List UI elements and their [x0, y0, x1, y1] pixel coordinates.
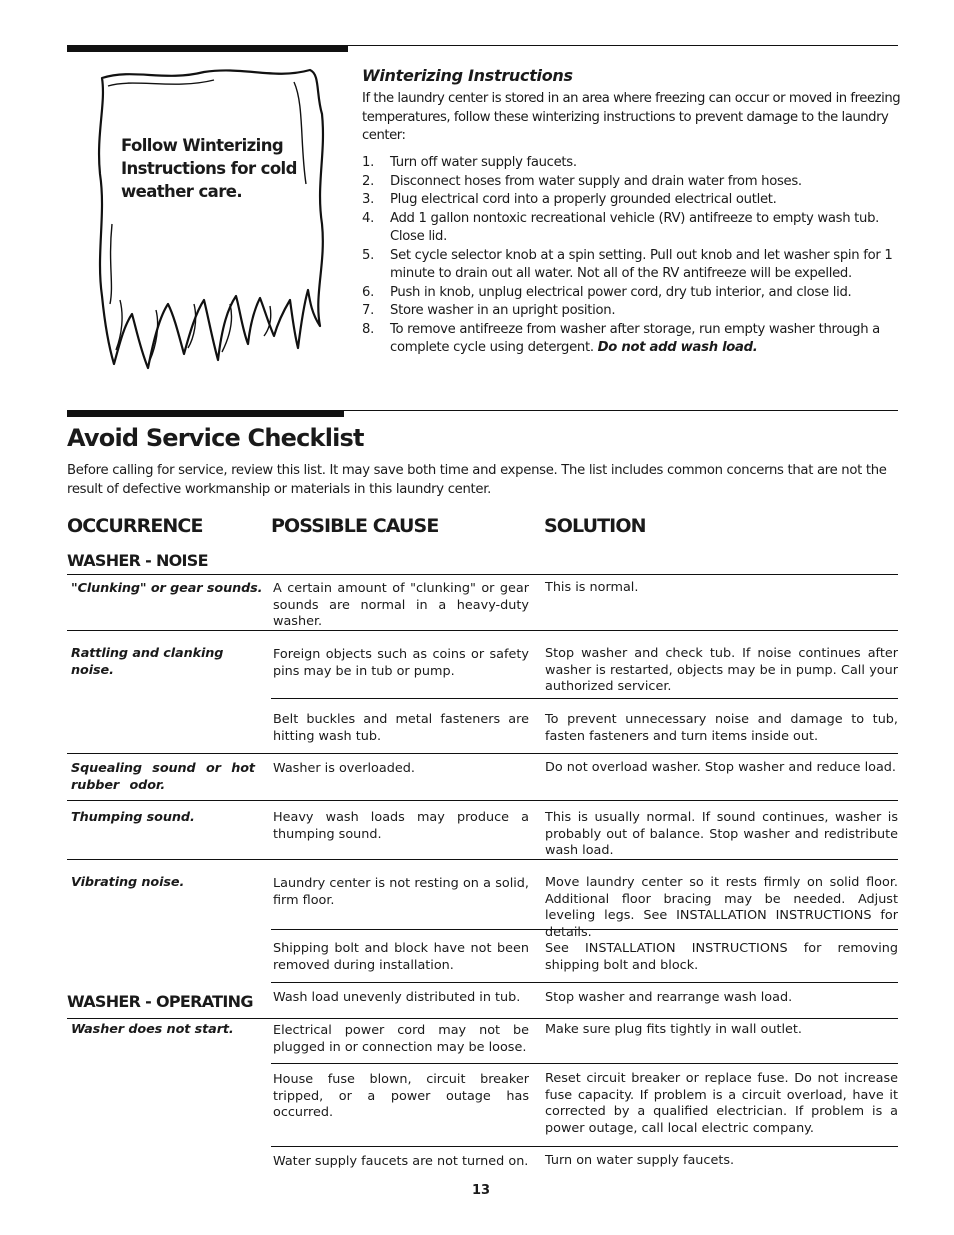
row-divider: [67, 800, 898, 801]
winterizing-step: 7. Store washer in an upright position.: [362, 303, 616, 318]
row-divider: [271, 1146, 898, 1147]
solution-cell: Do not overload washer. Stop washer and reduce load.: [545, 760, 896, 775]
page-heading: Avoid Service Checklist: [67, 424, 364, 452]
cause-cell: Foreign objects such as coins or safety pins may be in tub or pump.: [273, 647, 529, 679]
winterizing-title: Winterizing Instructions: [362, 66, 573, 85]
top-rule-thin: [67, 45, 898, 46]
solution-cell: Stop washer and check tub. If noise continues after washer is restarted, objects may be in pump. Call your authorized servicer.: [545, 646, 898, 694]
winterizing-step: 2. Disconnect hoses from water supply and drain water from hoses.: [362, 173, 802, 189]
winterizing-callout: Follow Winterizing Instructions for cold weather care.: [121, 136, 297, 201]
winterizing-steps: [362, 154, 902, 358]
row-divider: [67, 1018, 898, 1019]
checklist-intro: Before calling for service, review this list. It may save both time and expense. The list includes common concerns that are not the result of defective workmanship or materials in this laundry center.: [67, 463, 887, 497]
row-divider: [271, 982, 898, 983]
occurrence-cell: Rattling and clanking noise.: [71, 646, 224, 678]
cause-cell: A certain amount of "clunking" or gear sounds are normal in a heavy-duty washer.: [273, 581, 529, 629]
winterizing-step: 3. Plug electrical cord into a properly grounded electrical outlet.: [362, 192, 777, 207]
winterizing-step: 8. To remove antifreeze from washer after storage, run empty washer through a complete cycle using detergent. Do not add wash load.: [362, 321, 880, 355]
winterizing-step: 5. Set cycle selector knob at a spin setting. Pull out knob and let washer spin for 1 minute to drain out all water. Not all of the RV antifreeze will be expelled.: [362, 247, 893, 281]
cause-cell: Water supply faucets are not turned on.: [273, 1154, 529, 1169]
row-divider: [271, 1063, 898, 1064]
column-header-cause: POSSIBLE CAUSE: [271, 515, 439, 537]
cause-cell: House fuse blown, circuit breaker tripped, or a power outage has occurred.: [273, 1072, 529, 1120]
solution-cell: Make sure plug fits tightly in wall outlet.: [545, 1022, 802, 1037]
warning-emphasis: Do not add wash load.: [597, 340, 758, 355]
occurrence-cell: Squealing sound or hot rubber odor.: [71, 761, 255, 793]
occurrence-cell: "Clunking" or gear sounds.: [71, 581, 263, 596]
row-divider: [271, 698, 898, 699]
cause-cell: Electrical power cord may not be plugged in or connection may be loose.: [273, 1023, 529, 1055]
frozen-block-illustration: [94, 64, 326, 370]
top-rule-thick: [67, 45, 348, 52]
page-number: 13: [472, 1183, 491, 1198]
solution-cell: Move laundry center so it rests firmly on solid floor. Additional floor bracing may be needed. Adjust leveling legs. See INSTALLATION INSTRUCTIONS for details.: [545, 875, 898, 940]
cause-cell: Washer is overloaded.: [273, 761, 415, 776]
cause-cell: Shipping bolt and block have not been removed during installation.: [273, 941, 529, 973]
cause-cell: Heavy wash loads may produce a thumping sound.: [273, 810, 529, 842]
solution-cell: To prevent unnecessary noise and damage to tub, fasten fasteners and turn items inside out.: [545, 712, 898, 744]
solution-cell: This is normal.: [545, 580, 639, 595]
winterizing-step: 1. Turn off water supply faucets.: [362, 155, 577, 170]
occurrence-cell: Thumping sound.: [71, 810, 195, 825]
solution-cell: See INSTALLATION INSTRUCTIONS for removing shipping bolt and block.: [545, 941, 898, 973]
row-divider: [67, 753, 898, 754]
winterizing-step: 4. Add 1 gallon nontoxic recreational vehicle (RV) antifreeze to empty wash tub. Close lid.: [362, 210, 880, 244]
solution-cell: Reset circuit breaker or replace fuse. Do not increase fuse capacity. If problem is a circuit overload, have it corrected by a qualified electrician. If problem is a power outage, call local electric company.: [545, 1071, 898, 1136]
occurrence-cell: Vibrating noise.: [71, 875, 185, 890]
cause-cell: Belt buckles and metal fasteners are hitting wash tub.: [273, 712, 529, 744]
column-header-occurrence: OCCURRENCE: [67, 515, 203, 537]
checklist-rule-thick: [67, 410, 344, 417]
section-heading-operating: WASHER - OPERATING: [67, 992, 253, 1011]
column-header-solution: SOLUTION: [544, 515, 646, 537]
solution-cell: Turn on water supply faucets.: [545, 1153, 735, 1168]
solution-cell: This is usually normal. If sound continues, washer is probably out of balance. Stop washer and redistribute wash load.: [545, 810, 898, 858]
section-heading-noise: WASHER - NOISE: [67, 551, 208, 570]
cause-cell: Laundry center is not resting on a solid, firm floor.: [273, 876, 529, 908]
checklist-rule-thin: [67, 410, 898, 411]
solution-cell: Stop washer and rearrange wash load.: [545, 990, 793, 1005]
winterizing-step: 6. Push in knob, unplug electrical power cord, dry tub interior, and close lid.: [362, 284, 852, 300]
winterizing-intro: If the laundry center is stored in an area where freezing can occur or moved in freezing temperatures, follow these winterizing instructions to prevent damage to the laundry center:: [362, 91, 901, 143]
cause-cell: Wash load unevenly distributed in tub.: [273, 990, 521, 1005]
occurrence-cell: Washer does not start.: [71, 1022, 234, 1037]
row-divider: [67, 574, 898, 575]
